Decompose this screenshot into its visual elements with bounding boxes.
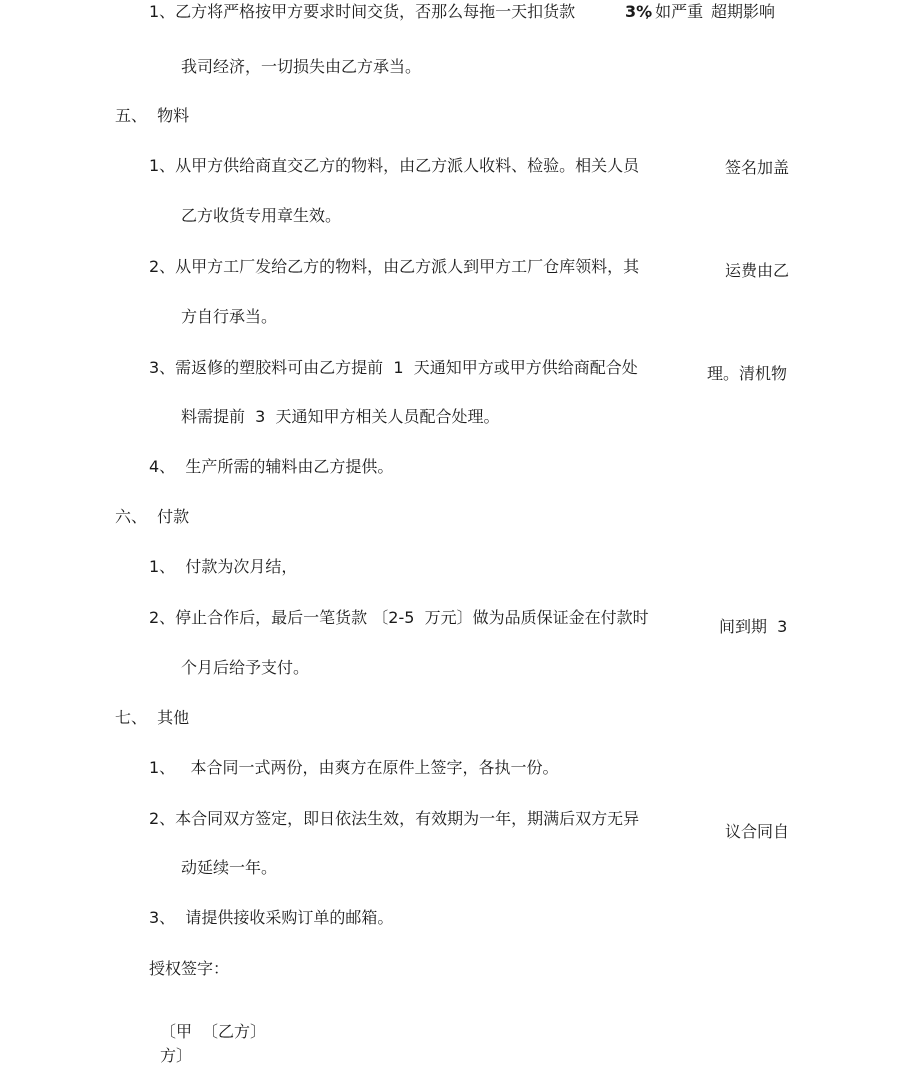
- s5-item3-text: 3、需返修的塑胶料可由乙方提前 1 天通知甲方或甲方供给商配合处: [149, 358, 638, 377]
- s4-item1-overdue: 超期影响: [711, 2, 776, 21]
- s6-item2-right: 间到期 3: [719, 617, 788, 636]
- party-a-label-line2: 方〕: [160, 1046, 193, 1065]
- s4-item1-percent: 3%: [625, 2, 653, 21]
- s6-item2-text: 2、停止合作后，最后一笔货款 〔2-5 万元〕做为品质保证金在付款时: [149, 608, 649, 627]
- s5-item1-continuation: 乙方收货专用章生效。: [181, 206, 342, 225]
- section-6-title: 六、 付款: [115, 507, 190, 526]
- s5-item2-continuation: 方自行承当。: [181, 307, 278, 326]
- s5-item4-text: 4、 生产所需的辅料由乙方提供。: [149, 457, 394, 476]
- s5-item1-right: 签名加盖: [725, 158, 790, 177]
- s7-item3-text: 3、 请提供接收采购订单的邮箱。: [149, 908, 394, 927]
- party-b-label: 〔乙方〕: [202, 1022, 267, 1041]
- s7-item2-right: 议合同自: [725, 822, 790, 841]
- s5-item2-text: 2、从甲方工厂发给乙方的物料，由乙方派人到甲方工厂仓库领料，其: [149, 257, 640, 276]
- s6-item2-continuation: 个月后给予支付。: [181, 658, 310, 677]
- s7-item2-continuation: 动延续一年。: [181, 858, 278, 877]
- s5-item3-continuation: 料需提前 3 天通知甲方相关人员配合处理。: [181, 407, 500, 426]
- s4-item1-severe: , 如严重: [645, 2, 704, 21]
- s7-item2-text: 2、本合同双方签定，即日依法生效，有效期为一年，期满后双方无异: [149, 809, 640, 828]
- party-a-label-line1: 〔甲: [160, 1022, 193, 1041]
- section-7-title: 七、 其他: [115, 708, 190, 727]
- s7-item1-text: 1、 本合同一式两份，由爽方在原件上签字，各执一份。: [149, 758, 559, 777]
- s5-item3-right: 理。清机物: [707, 364, 788, 383]
- s5-item1-text: 1、从甲方供给商直交乙方的物料，由乙方派人收料、检验。相关人员: [149, 156, 640, 175]
- section-5-title: 五、 物料: [115, 106, 190, 125]
- s6-item1-text: 1、 付款为次月结，: [149, 557, 298, 576]
- s5-item2-right: 运费由乙: [725, 261, 790, 280]
- s4-item1-continuation: 我司经济，一切损失由乙方承当。: [181, 57, 422, 76]
- authorized-signature-label: 授权签字：: [149, 959, 230, 978]
- s4-item1-text: 1、乙方将严格按甲方要求时间交货，否那么每拖一天扣货款: [149, 2, 576, 21]
